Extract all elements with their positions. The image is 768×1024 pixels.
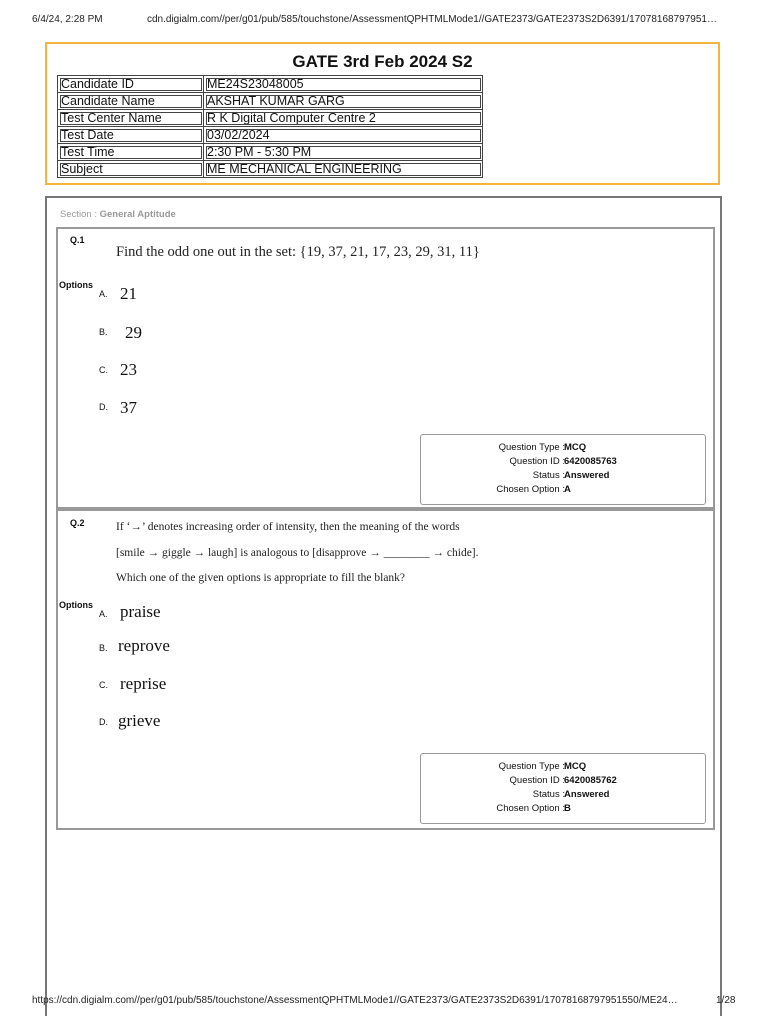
meta-value: B: [564, 803, 571, 814]
section-name: General Aptitude: [99, 209, 176, 220]
info-row: [58, 161, 483, 178]
meta-type: [421, 442, 705, 456]
meta-label: Question Type :: [498, 442, 565, 453]
info-label: Test Date: [58, 127, 204, 144]
question-number: Q.2: [70, 518, 85, 528]
meta-label: Status :: [532, 470, 565, 481]
meta-value: A: [564, 484, 571, 495]
meta-label: Question ID :: [509, 456, 565, 467]
info-row: [58, 144, 483, 161]
print-top-url[interactable]: cdn.digialm.com//per/g01/pub/585/touchstone/AssessmentQPHTMLMode1//GATE2373/GATE2373S2D6391/17078168797951…: [147, 14, 717, 25]
info-label: Test Time: [58, 144, 204, 161]
info-label: Subject: [58, 161, 204, 178]
question-card-1: [56, 227, 715, 509]
info-row: [58, 127, 483, 144]
option-b-text: reprove: [118, 636, 170, 655]
info-row: [58, 93, 483, 110]
option-d-letter: D.: [99, 402, 108, 412]
section-prefix: Section :: [60, 209, 100, 220]
info-value: 2:30 PM - 5:30 PM: [204, 144, 483, 161]
meta-label: Chosen Option :: [496, 803, 565, 814]
question-text-line-3: Which one of the given options is appropriate to fill the blank?: [116, 572, 406, 584]
candidate-info-table: [57, 75, 483, 178]
option-c-letter: C.: [99, 365, 108, 375]
meta-id: [421, 456, 705, 470]
option-b-letter: B.: [99, 327, 108, 337]
info-row: [58, 76, 483, 93]
option-a-letter: A.: [99, 289, 108, 299]
print-datetime: 6/4/24, 2:28 PM: [32, 14, 103, 25]
question-text-line-2: [smile → giggle → laugh] is analogous to [disapprove → ________ → chide].: [116, 547, 479, 559]
meta-status: [421, 789, 705, 803]
option-d-letter: D.: [99, 717, 108, 727]
meta-label: Chosen Option :: [496, 484, 565, 495]
section-panel: [45, 196, 722, 1016]
info-label: Candidate ID: [58, 76, 204, 93]
option-d-text: 37: [120, 398, 137, 417]
info-value: R K Digital Computer Centre 2: [204, 110, 483, 127]
question-text: Find the odd one out in the set: {19, 37, 21, 17, 23, 29, 31, 11}: [116, 244, 480, 260]
info-value: ME MECHANICAL ENGINEERING: [204, 161, 483, 178]
question-meta-box: [420, 434, 706, 505]
options-label: Options: [59, 280, 93, 290]
candidate-info-box: [45, 42, 720, 185]
info-label: Test Center Name: [58, 110, 204, 127]
exam-title: GATE 3rd Feb 2024 S2: [292, 52, 473, 71]
option-a-text: 21: [120, 284, 137, 303]
section-title: [60, 209, 176, 220]
meta-value: MCQ: [564, 442, 587, 453]
meta-label: Question Type :: [498, 761, 565, 772]
question-text-line-1: If ‘→’ denotes increasing order of intensity, then the meaning of the words: [116, 521, 460, 533]
meta-value: 6420085763: [564, 456, 617, 467]
option-b-letter: B.: [99, 643, 108, 653]
info-label: Candidate Name: [58, 93, 204, 110]
option-a-letter: A.: [99, 609, 108, 619]
options-label: Options: [59, 600, 93, 610]
option-b-text: 29: [125, 323, 142, 342]
page-number: 1/28: [716, 995, 736, 1006]
meta-type: [421, 761, 705, 775]
info-value: AKSHAT KUMAR GARG: [204, 93, 483, 110]
info-value: 03/02/2024: [204, 127, 483, 144]
question-meta-box: [420, 753, 706, 824]
option-a-text: praise: [120, 602, 161, 621]
option-c-letter: C.: [99, 680, 108, 690]
info-value: ME24S23048005: [204, 76, 483, 93]
question-number: Q.1: [70, 235, 85, 245]
meta-label: Question ID :: [509, 775, 565, 786]
question-card-2: [56, 509, 715, 830]
meta-label: Status :: [532, 789, 565, 800]
option-c-text: 23: [120, 360, 137, 379]
meta-chosen: [421, 803, 705, 817]
meta-id: [421, 775, 705, 789]
meta-value: 6420085762: [564, 775, 617, 786]
option-d-text: grieve: [118, 711, 161, 730]
meta-value: Answered: [564, 470, 610, 481]
meta-chosen: [421, 484, 705, 498]
meta-value: MCQ: [564, 761, 587, 772]
print-bottom-url[interactable]: https://cdn.digialm.com//per/g01/pub/585/touchstone/AssessmentQPHTMLMode1//GATE2373/GATE2373S2D6391/17078168797951550/ME24…: [32, 995, 678, 1006]
option-c-text: reprise: [120, 674, 167, 693]
meta-value: Answered: [564, 789, 610, 800]
info-row: [58, 110, 483, 127]
meta-status: [421, 470, 705, 484]
